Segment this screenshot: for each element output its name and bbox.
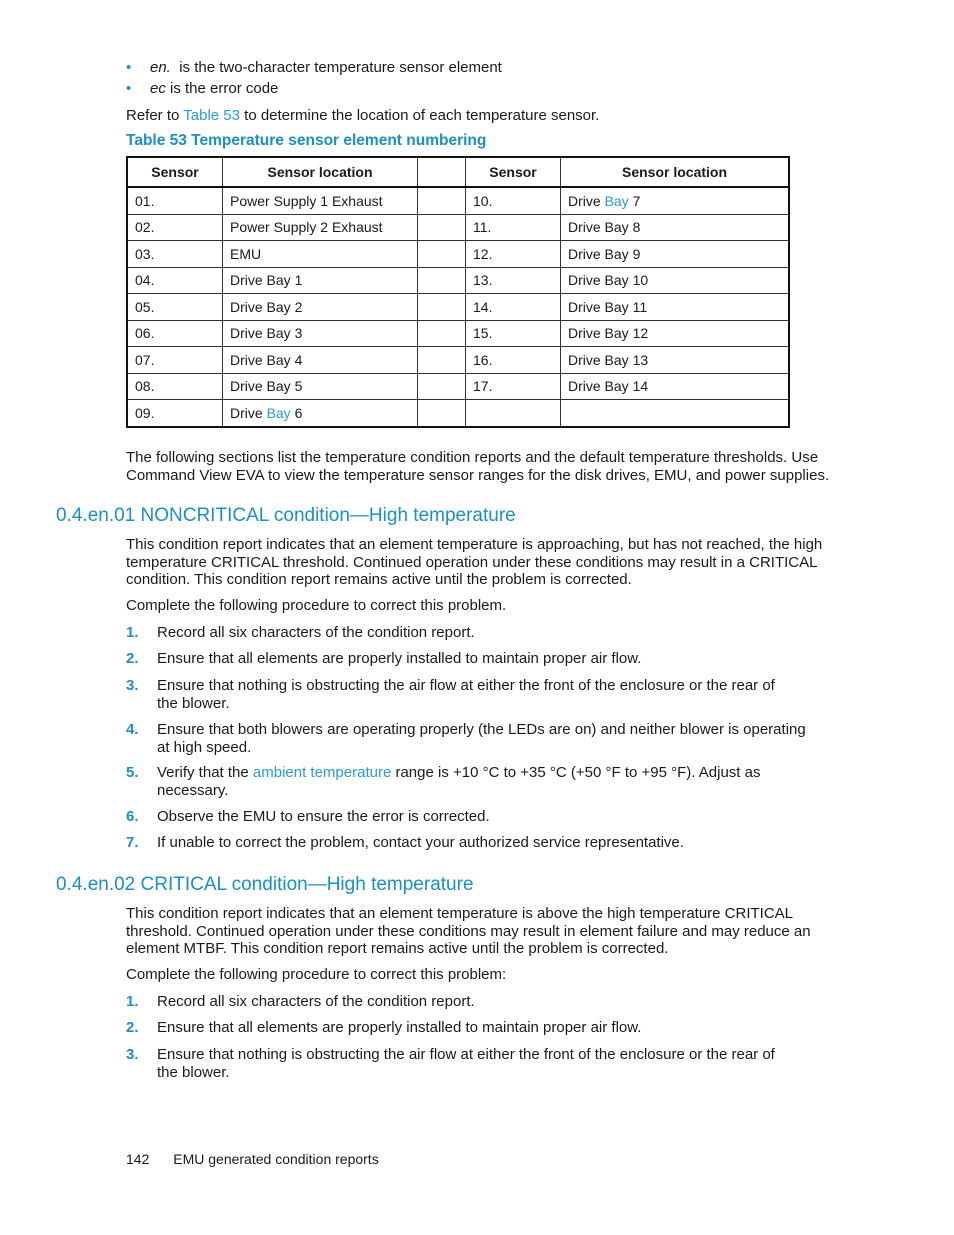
col-header-location-2: Sensor location xyxy=(561,157,790,187)
page-number: 142 xyxy=(126,1151,150,1167)
col-header-sensor: Sensor xyxy=(127,157,223,187)
list-item: 1. Record all six characters of the condition report. xyxy=(126,624,475,641)
list-item: 3. Ensure that nothing is obstructing the air flow at either the front of the enclosure or the rear of the blower. xyxy=(126,677,775,712)
table-row: 06. Drive Bay 3 15. Drive Bay 12 xyxy=(127,320,789,347)
list-item: • en. is the two-character temperature sensor element xyxy=(126,58,502,79)
list-item: • ec is the error code xyxy=(126,79,502,100)
table-53-link[interactable]: Table 53 xyxy=(183,107,240,124)
ambient-temperature-link[interactable]: ambient temperature xyxy=(252,764,392,781)
list-item: 3. Ensure that nothing is obstructing the air flow at either the front of the enclosure or the rear of the blower. xyxy=(126,1046,775,1081)
table-row: 04. Drive Bay 1 13. Drive Bay 10 xyxy=(127,267,789,294)
page-footer xyxy=(126,1151,399,1167)
list-item: 2. Ensure that all elements are properly installed to maintain proper air flow. xyxy=(126,650,642,667)
table-header-row xyxy=(127,157,789,187)
section-heading: 0.4.en.02 CRITICAL condition—High temperature xyxy=(56,874,474,895)
intro-paragraph: The following sections list the temperature condition reports and the default temperature thresholds. Use Command View EVA to view the temperature sensor ranges for the disk drives, EMU, and power supplies. xyxy=(126,449,830,484)
bullet-list xyxy=(126,58,502,99)
bullet-icon: • xyxy=(126,59,132,76)
table-row: 01. Power Supply 1 Exhaust 10. Drive Bay 7 xyxy=(127,187,789,214)
list-item: 6. Observe the EMU to ensure the error is corrected. xyxy=(126,808,490,825)
list-item: 4. Ensure that both blowers are operating properly (the LEDs are on) and neither blower is operating at high speed. xyxy=(126,721,806,756)
bullet-icon: • xyxy=(126,79,132,97)
list-item: 5. Verify that the ambient temperature range is +10 °C to +35 °C (+50 °F to +95 °F). Adjust as necessary. xyxy=(126,764,761,799)
col-header-sensor-2: Sensor xyxy=(466,157,561,187)
section-heading: 0.4.en.01 NONCRITICAL condition—High temperature xyxy=(56,505,516,526)
bay-link[interactable]: Bay xyxy=(266,404,291,421)
procedure-intro: Complete the following procedure to correct this problem: xyxy=(126,966,507,983)
section-paragraph: This condition report indicates that an element temperature is above the high temperature CRITICAL threshold. Continued operation under these conditions may result in element failure and may reduce an element MTBF. This condition report remains active until the problem is corrected. xyxy=(126,905,811,957)
list-item: 2. Ensure that all elements are properly installed to maintain proper air flow. xyxy=(126,1019,642,1036)
table-caption: Table 53 Temperature sensor element numbering xyxy=(126,132,487,149)
refer-paragraph: Refer to Table 53 to determine the location of each temperature sensor. xyxy=(126,107,600,124)
table-row: 09. Drive Bay 6 xyxy=(127,400,789,427)
list-item: 7. If unable to correct the problem, contact your authorized service representative. xyxy=(126,834,684,851)
sensor-table xyxy=(126,156,790,428)
section-paragraph: This condition report indicates that an element temperature is approaching, but has not reached, the high temperature CRITICAL threshold. Continued operation under these conditions may result in a CRITICAL condition. This condition report remains active until the problem is corrected. xyxy=(126,536,823,588)
col-header-gap xyxy=(418,157,466,187)
footer-title: EMU generated condition reports xyxy=(173,1151,379,1167)
table-row: 07. Drive Bay 4 16. Drive Bay 13 xyxy=(127,347,789,374)
col-header-location: Sensor location xyxy=(223,157,418,187)
table-row: 02. Power Supply 2 Exhaust 11. Drive Bay 8 xyxy=(127,214,789,241)
list-item: 1. Record all six characters of the condition report. xyxy=(126,993,475,1010)
procedure-intro: Complete the following procedure to correct this problem. xyxy=(126,597,507,614)
table-row: 03. EMU 12. Drive Bay 9 xyxy=(127,241,789,268)
bay-link[interactable]: Bay xyxy=(604,192,629,209)
table-row: 08. Drive Bay 5 17. Drive Bay 14 xyxy=(127,373,789,400)
table-row: 05. Drive Bay 2 14. Drive Bay 11 xyxy=(127,294,789,321)
